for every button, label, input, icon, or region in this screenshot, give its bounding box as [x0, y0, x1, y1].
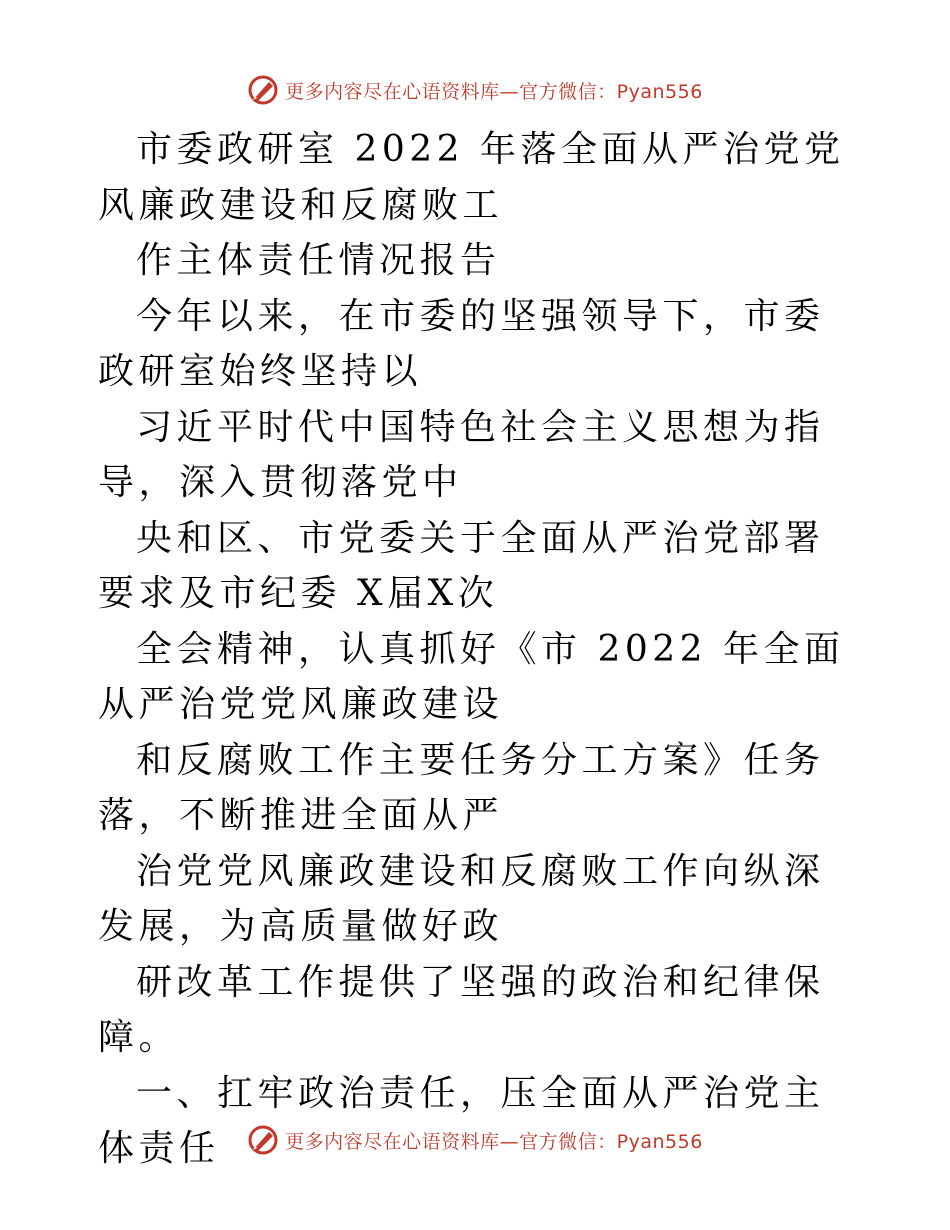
paragraph: 习近平时代中国特色社会主义思想为指导，深入贯彻落党中 — [98, 406, 825, 503]
document-body — [98, 122, 858, 1177]
header-watermark — [0, 68, 950, 112]
doc-title-line-1: 市委政研室 2022 年落全面从严治党党风廉政建设和反腐败工 — [98, 129, 845, 226]
section-heading: 一、扛牢政治责任，压全面从严治党主体责任 — [98, 1072, 825, 1169]
pen-logo-icon — [247, 74, 279, 106]
paragraph: 全会精神，认真抓好《市 2022 年全面从严治党党风廉政建设 — [98, 628, 845, 725]
paragraph: 研改革工作提供了坚强的政治和纪律保障。 — [98, 961, 825, 1058]
paragraph: 今年以来，在市委的坚强领导下，市委政研室始终坚持以 — [98, 295, 825, 392]
pen-logo-icon — [247, 1124, 279, 1156]
paragraph: 央和区、市党委关于全面从严治党部署要求及市纪委 X届X次 — [98, 517, 825, 614]
watermark-text: 更多内容尽在心语资料库—官方微信：Pyan556 — [285, 80, 703, 103]
footer-watermark — [0, 1118, 950, 1162]
paragraph: 治党党风廉政建设和反腐败工作向纵深发展，为高质量做好政 — [98, 850, 825, 947]
watermark-text: 更多内容尽在心语资料库—官方微信：Pyan556 — [285, 1130, 703, 1153]
paragraph: 和反腐败工作主要任务分工方案》任务落，不断推进全面从严 — [98, 739, 825, 836]
doc-title-line-2: 作主体责任情况报告 — [136, 240, 501, 281]
